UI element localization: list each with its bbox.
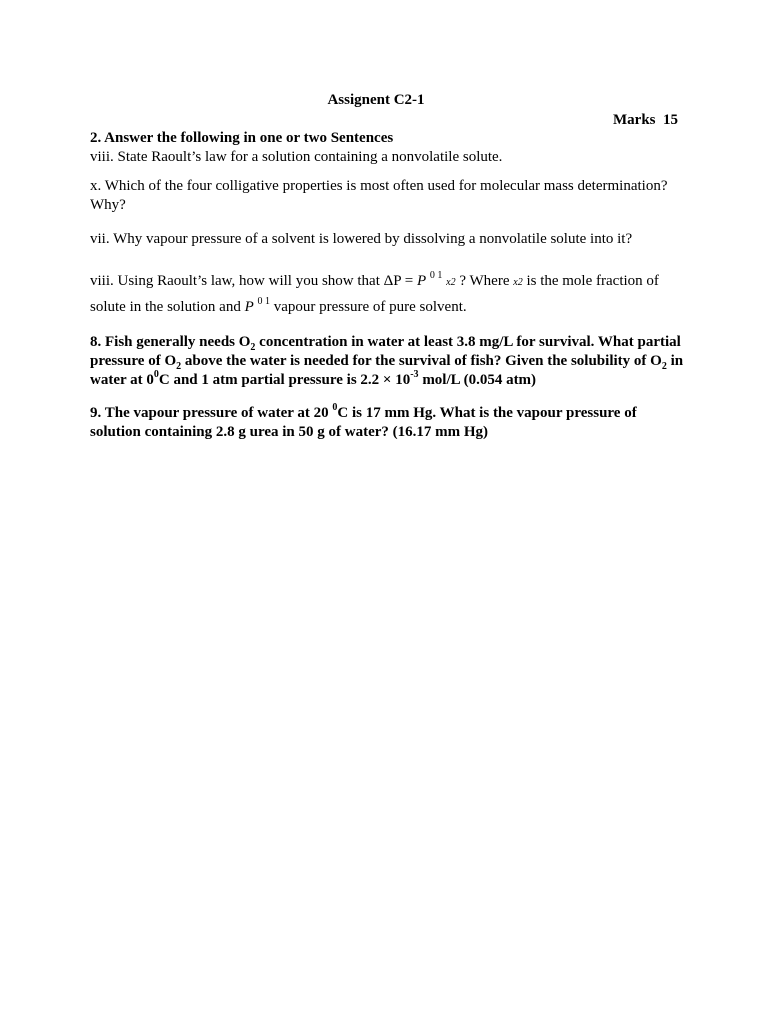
- q8-degree: 0: [153, 369, 159, 380]
- q4-x-symbol: x: [446, 277, 451, 288]
- q8-part4: in water at 0: [90, 353, 684, 388]
- q4-text-part2: ? Where: [455, 273, 514, 289]
- assignment-title: Assignent C2-1: [327, 92, 425, 108]
- q4-line2-part1: solute in the solution and: [90, 299, 245, 315]
- q8-part3: above the water is needed for the survival of fish? Given the solubility of O: [181, 353, 662, 369]
- question-colligative-properties: x. Which of the four colligative properties is most often used for molecular mass determination? Why?: [90, 178, 668, 213]
- q4-x2-subscript: 2: [517, 277, 523, 288]
- q4-x-subscript: 2: [450, 277, 456, 288]
- question-raoult-derivation-line2: [90, 295, 690, 319]
- q4-p-superscript: 0 1: [429, 270, 443, 281]
- q8-sub3: 2: [661, 361, 667, 372]
- question-vapour-pressure-lowering: vii. Why vapour pressure of a solvent is lowered by dissolving a nonvolatile solute into it?: [90, 231, 633, 247]
- questions-content: [90, 129, 690, 442]
- question-raoult-derivation: [90, 269, 690, 295]
- q4-p2-symbol: P: [244, 299, 254, 315]
- question-raoult-law: viii. State Raoult’s law for a solution containing a nonvolatile solute.: [90, 149, 503, 165]
- q8-part2: concentration in water at least 3.8 mg/L for survival. What partial pressure of O: [90, 334, 681, 369]
- q8-sub2: 2: [176, 361, 182, 372]
- q8-part6: mol/L (0.054 atm): [418, 372, 537, 388]
- question-8-fish-oxygen: [90, 333, 690, 390]
- q4-line2-part2: vapour pressure of pure solvent.: [270, 299, 467, 315]
- q8-exponent: -3: [410, 369, 419, 380]
- q4-p-symbol: P: [417, 273, 427, 289]
- q9-degree: 0: [332, 402, 338, 413]
- q8-part5: C and 1 atm partial pressure is 2.2 × 10: [158, 372, 411, 388]
- q9-part1: 9. The vapour pressure of water at 20: [90, 405, 333, 421]
- q4-x2-symbol: x: [513, 277, 518, 288]
- question-9-vapour-pressure-urea: [90, 404, 690, 442]
- q8-sub1: 2: [250, 342, 256, 353]
- q8-part1: 8. Fish generally needs O: [90, 334, 251, 350]
- q4-p2-superscript: 0 1: [257, 296, 270, 307]
- q4-text-part1: viii. Using Raoult’s law, how will you show that ΔP =: [90, 273, 417, 289]
- marks-label: Marks 15: [613, 112, 678, 128]
- q4-text-part3: is the mole fraction of: [522, 273, 659, 289]
- q9-part2: C is 17 mm Hg. What is the vapour pressure of solution containing 2.8 g urea in 50 g of water? (16.17 mm Hg): [90, 405, 637, 440]
- section-heading: 2. Answer the following in one or two Sentences: [90, 130, 394, 146]
